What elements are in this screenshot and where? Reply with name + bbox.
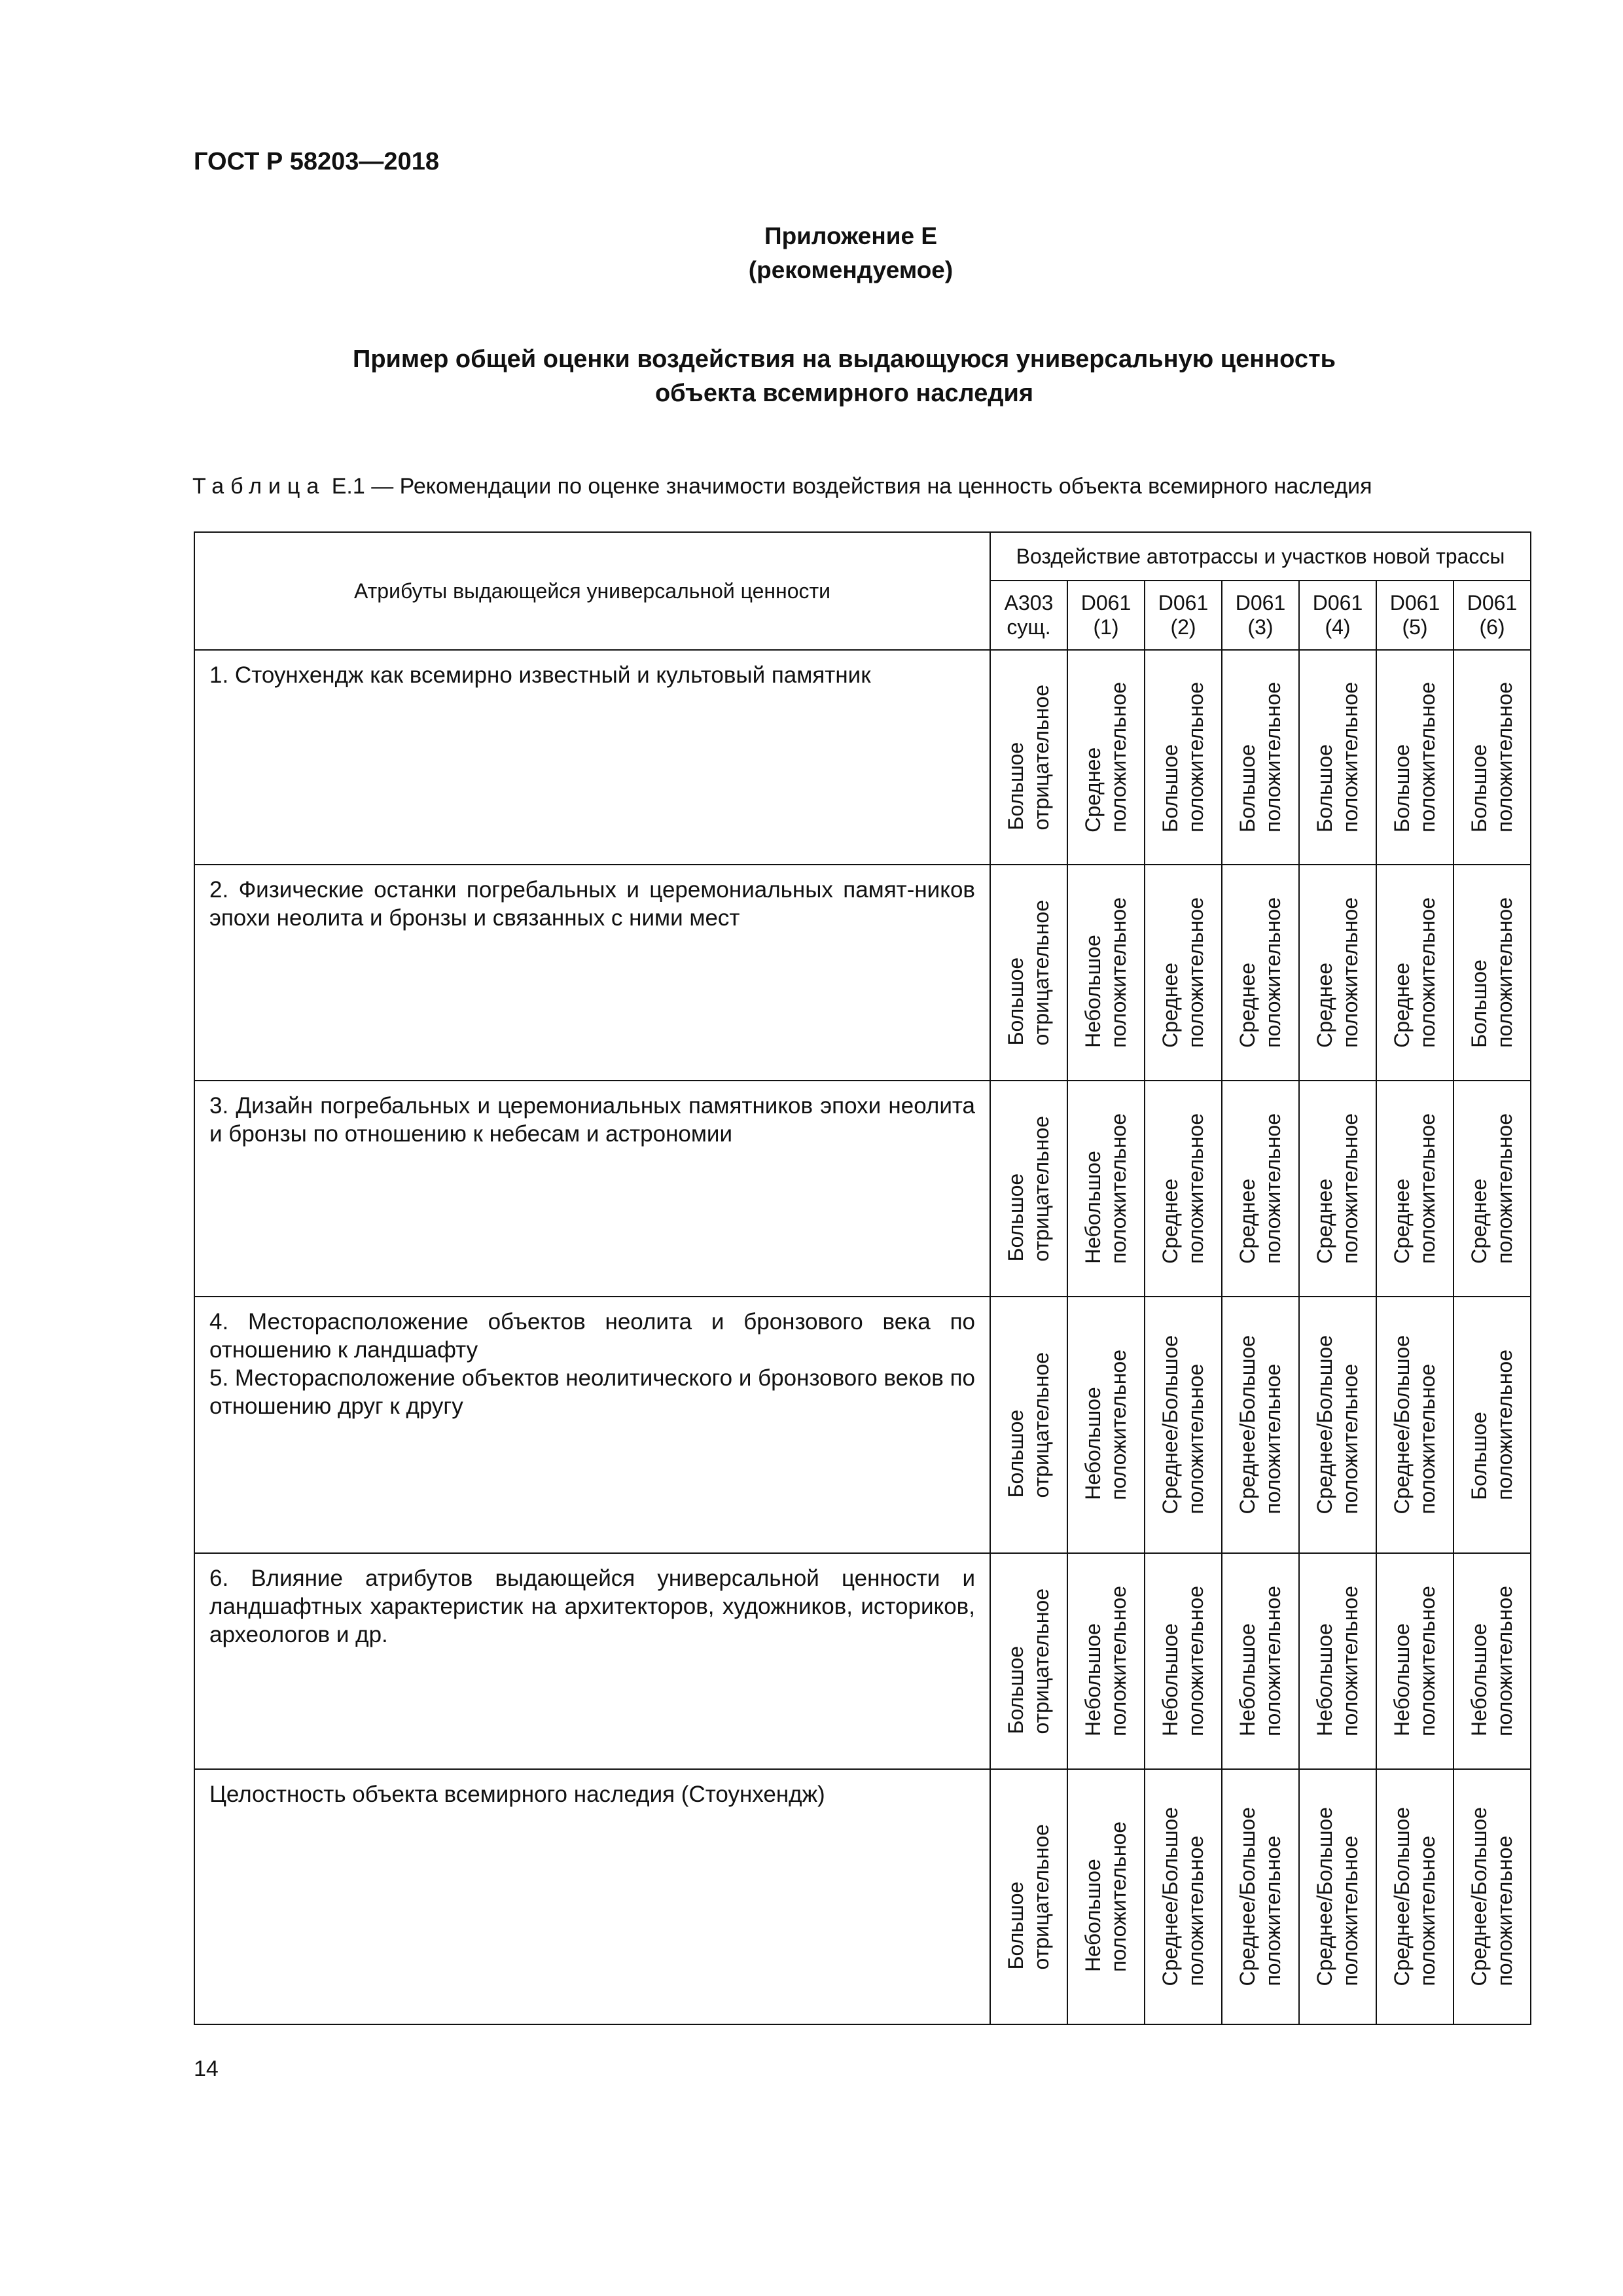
impact-value-wrapper: [1222, 1298, 1298, 1552]
impact-value: Небольшое положительное: [1080, 897, 1130, 1048]
impact-value-wrapper: [1377, 1298, 1453, 1552]
impact-cell: [1376, 1081, 1454, 1297]
impact-value: Небольшое положительное: [1158, 1586, 1207, 1736]
column-header: [1145, 581, 1222, 650]
impact-cell: [1222, 865, 1299, 1081]
impact-value: Небольшое положительное: [1080, 1821, 1130, 1972]
table-row: [194, 650, 1531, 865]
column-header-code: D061: [1312, 591, 1363, 615]
table-caption: [192, 474, 1372, 499]
impact-value-wrapper: [1454, 651, 1530, 863]
impact-value-wrapper: [1222, 1082, 1298, 1295]
impact-value-wrapper: [1454, 1082, 1530, 1295]
impact-cell: [1376, 1297, 1454, 1553]
impact-value-wrapper: [1222, 866, 1298, 1079]
impact-value: Большое положительное: [1235, 682, 1285, 833]
annex-type: (рекомендуемое): [748, 257, 954, 283]
impact-cell: [1299, 650, 1376, 865]
column-header: [1299, 581, 1376, 650]
impact-cell: [990, 1553, 1067, 1769]
impact-value: Среднее положительное: [1389, 1113, 1439, 1264]
impact-value-wrapper: [1068, 1770, 1144, 2023]
column-header: [1067, 581, 1145, 650]
impact-cell: [1222, 1081, 1299, 1297]
impact-value: Большое положительное: [1467, 1350, 1516, 1500]
impact-cell: [1145, 1081, 1222, 1297]
impact-value: Среднее/Большое положительное: [1467, 1807, 1516, 1986]
impact-cell: [1454, 1081, 1531, 1297]
impact-value-wrapper: [1454, 1770, 1530, 2023]
impact-value-wrapper: [1222, 1554, 1298, 1768]
impact-cell: [1145, 1553, 1222, 1769]
impact-value-wrapper: [1454, 866, 1530, 1079]
impact-cell: [1454, 865, 1531, 1081]
impact-value-wrapper: [1377, 651, 1453, 863]
attribute-text: 4. Месторасположение объектов неолита и бронзового века по отношению к ландшафту: [209, 1309, 975, 1363]
column-header: [1376, 581, 1454, 650]
impact-value: Среднее положительное: [1467, 1113, 1516, 1264]
impact-cell: [1145, 1769, 1222, 2024]
impact-cell: [1067, 1769, 1145, 2024]
impact-value-wrapper: [1068, 1082, 1144, 1295]
impact-cell: [1067, 865, 1145, 1081]
impact-cell: [1299, 1081, 1376, 1297]
impact-value-wrapper: [1145, 1770, 1221, 2023]
impact-value-wrapper: [991, 1554, 1067, 1768]
column-header-sub: сущ.: [1007, 615, 1051, 639]
impact-value-wrapper: [1145, 1554, 1221, 1768]
table-caption-text: Е.1 — Рекомендации по оценке значимости воздействия на ценность объекта всемирного наследия: [325, 474, 1372, 499]
impact-cell: [1299, 1553, 1376, 1769]
impact-value: Большое положительное: [1389, 682, 1439, 833]
impact-cell: [1454, 1769, 1531, 2024]
attribute-text: 1. Стоунхендж как всемирно известный и культовый памятник: [209, 662, 871, 688]
impact-value-wrapper: [991, 1082, 1067, 1295]
impact-cell: [1454, 1553, 1531, 1769]
impact-value: Среднее положительное: [1389, 897, 1439, 1048]
impact-cell: [1454, 1297, 1531, 1553]
column-header-sub: (3): [1247, 615, 1274, 639]
impact-value: Среднее положительное: [1312, 897, 1362, 1048]
impact-value: Большое положительное: [1312, 682, 1362, 833]
impact-cell: [1222, 1297, 1299, 1553]
impact-value-wrapper: [1300, 1554, 1376, 1768]
table-body: [194, 650, 1531, 2024]
impact-value: Среднее положительное: [1158, 1113, 1207, 1264]
attribute-cell: [194, 650, 990, 865]
impact-value: Большое отрицательное: [1003, 684, 1053, 831]
impact-cell: [1222, 1553, 1299, 1769]
impact-group-header: Воздействие автотрассы и участков новой трассы: [990, 532, 1531, 581]
impact-cell: [1222, 650, 1299, 865]
impact-cell: [1376, 650, 1454, 865]
impact-cell: [1376, 1553, 1454, 1769]
impact-value: Среднее/Большое положительное: [1158, 1335, 1207, 1515]
attribute-text: 2. Физические останки погребальных и церемониальных памят-ников эпохи неолита и бронзы и связанных с ними мест: [209, 877, 975, 931]
table-caption-prefix: Таблица: [192, 474, 326, 499]
impact-cell: [1067, 650, 1145, 865]
impact-value-wrapper: [1300, 1770, 1376, 2023]
impact-value-wrapper: [1145, 866, 1221, 1079]
impact-cell: [1376, 865, 1454, 1081]
impact-value: Небольшое положительное: [1312, 1586, 1362, 1736]
attribute-cell: [194, 865, 990, 1081]
impact-value: Среднее/Большое положительное: [1312, 1335, 1362, 1515]
attribute-cell: [194, 1081, 990, 1297]
column-header-code: D061: [1158, 591, 1209, 615]
impact-value-wrapper: [1145, 1298, 1221, 1552]
impact-value-wrapper: [991, 651, 1067, 863]
attributes-header: Атрибуты выдающейся универсальной ценности: [194, 532, 990, 650]
impact-cell: [1067, 1553, 1145, 1769]
impact-value: Большое отрицательное: [1003, 1588, 1053, 1734]
attribute-text: 3. Дизайн погребальных и церемониальных памятников эпохи неолита и бронзы по отношению к небесам и астрономии: [209, 1093, 975, 1147]
attribute-cell: [194, 1769, 990, 2024]
column-header: [1454, 581, 1531, 650]
impact-value: Среднее положительное: [1235, 1113, 1285, 1264]
column-header: [1222, 581, 1299, 650]
impact-value-wrapper: [1222, 1770, 1298, 2023]
impact-value: Небольшое положительное: [1080, 1113, 1130, 1264]
impact-value-wrapper: [1300, 1298, 1376, 1552]
column-header-code: D061: [1389, 591, 1440, 615]
column-header-code: D061: [1467, 591, 1518, 615]
column-header-code: D061: [1235, 591, 1286, 615]
column-header: [990, 581, 1067, 650]
column-header-sub: (4): [1325, 615, 1351, 639]
impact-value: Среднее/Большое положительное: [1235, 1807, 1285, 1986]
attribute-text: 6. Влияние атрибутов выдающейся универсальной ценности и ландшафтных характеристик на архитекторов, художников, историков, археологов и др.: [209, 1566, 975, 1648]
impact-cell: [990, 650, 1067, 865]
impact-value-wrapper: [1377, 1770, 1453, 2023]
impact-value: Среднее положительное: [1158, 897, 1207, 1048]
impact-cell: [1067, 1081, 1145, 1297]
table-row: [194, 1769, 1531, 2024]
impact-value: Большое отрицательное: [1003, 1352, 1053, 1498]
impact-value: Среднее/Большое положительное: [1235, 1335, 1285, 1515]
annex-title-line-2: объекта всемирного наследия: [654, 380, 1034, 407]
impact-cell: [1145, 1297, 1222, 1553]
page-number: 14: [194, 2056, 219, 2081]
impact-value: Большое положительное: [1158, 682, 1207, 833]
impact-value: Небольшое положительное: [1235, 1586, 1285, 1736]
impact-value-wrapper: [991, 1770, 1067, 2023]
impact-value-wrapper: [1377, 1082, 1453, 1295]
impact-value: Среднее/Большое положительное: [1389, 1807, 1439, 1986]
impact-value: Среднее положительное: [1235, 897, 1285, 1048]
impact-value-wrapper: [1222, 651, 1298, 863]
impact-value: Большое положительное: [1467, 897, 1516, 1048]
impact-value: Большое отрицательное: [1003, 899, 1053, 1046]
impact-value-wrapper: [1300, 651, 1376, 863]
column-header-sub: (5): [1402, 615, 1428, 639]
impact-value: Среднее положительное: [1080, 682, 1130, 833]
impact-value: Среднее/Большое положительное: [1389, 1335, 1439, 1515]
table-row: [194, 865, 1531, 1081]
attribute-cell: [194, 1553, 990, 1769]
annex-label: Приложение Е: [764, 223, 938, 249]
impact-value: Большое отрицательное: [1003, 1823, 1053, 1970]
impact-cell: [1145, 865, 1222, 1081]
attribute-cell: [194, 1297, 990, 1553]
impact-value: Небольшое положительное: [1080, 1586, 1130, 1736]
impact-cell: [990, 1297, 1067, 1553]
impact-cell: [990, 865, 1067, 1081]
impact-cell: [1145, 650, 1222, 865]
impact-cell: [1222, 1769, 1299, 2024]
impact-value: Среднее/Большое положительное: [1158, 1807, 1207, 1986]
impact-cell: [1299, 1769, 1376, 2024]
column-header-sub: (1): [1093, 615, 1119, 639]
column-header-code: D061: [1080, 591, 1132, 615]
impact-cell: [990, 1081, 1067, 1297]
impact-cell: [1454, 650, 1531, 865]
impact-value-wrapper: [1454, 1298, 1530, 1552]
table-row: [194, 1553, 1531, 1769]
impact-value: Среднее положительное: [1312, 1113, 1362, 1264]
column-header-sub: (6): [1479, 615, 1505, 639]
impact-value-wrapper: [1068, 651, 1144, 863]
impact-value: Большое отрицательное: [1003, 1115, 1053, 1262]
impact-assessment-table: [194, 531, 1531, 2025]
impact-value-wrapper: [1377, 1554, 1453, 1768]
standard-designation: ГОСТ Р 58203—2018: [194, 148, 439, 175]
impact-value: Среднее/Большое положительное: [1312, 1807, 1362, 1986]
impact-value-wrapper: [1068, 1298, 1144, 1552]
table-row: [194, 1297, 1531, 1553]
impact-value-wrapper: [1454, 1554, 1530, 1768]
impact-value: Небольшое положительное: [1467, 1586, 1516, 1736]
impact-value-wrapper: [1145, 1082, 1221, 1295]
impact-value-wrapper: [1300, 866, 1376, 1079]
impact-cell: [990, 1769, 1067, 2024]
table-row: [194, 1081, 1531, 1297]
impact-value-wrapper: [1068, 866, 1144, 1079]
impact-value-wrapper: [1145, 651, 1221, 863]
impact-value-wrapper: [1300, 1082, 1376, 1295]
annex-title-line-1: Пример общей оценки воздействия на выдающуюся универсальную ценность: [353, 346, 1336, 373]
attribute-text: 5. Месторасположение объектов неолитического и бронзового веков по отношению друг к другу: [209, 1365, 975, 1420]
impact-value: Небольшое положительное: [1080, 1350, 1130, 1500]
impact-value-wrapper: [991, 1298, 1067, 1552]
impact-value: Небольшое положительное: [1389, 1586, 1439, 1736]
impact-value-wrapper: [991, 866, 1067, 1079]
attribute-text: Целостность объекта всемирного наследия (Стоунхендж): [209, 1782, 825, 1807]
impact-value: Большое положительное: [1467, 682, 1516, 833]
impact-cell: [1299, 865, 1376, 1081]
column-header-sub: (2): [1170, 615, 1196, 639]
column-header-code: А303: [1004, 591, 1054, 615]
impact-cell: [1067, 1297, 1145, 1553]
impact-value-wrapper: [1068, 1554, 1144, 1768]
impact-cell: [1376, 1769, 1454, 2024]
impact-value-wrapper: [1377, 866, 1453, 1079]
impact-cell: [1299, 1297, 1376, 1553]
